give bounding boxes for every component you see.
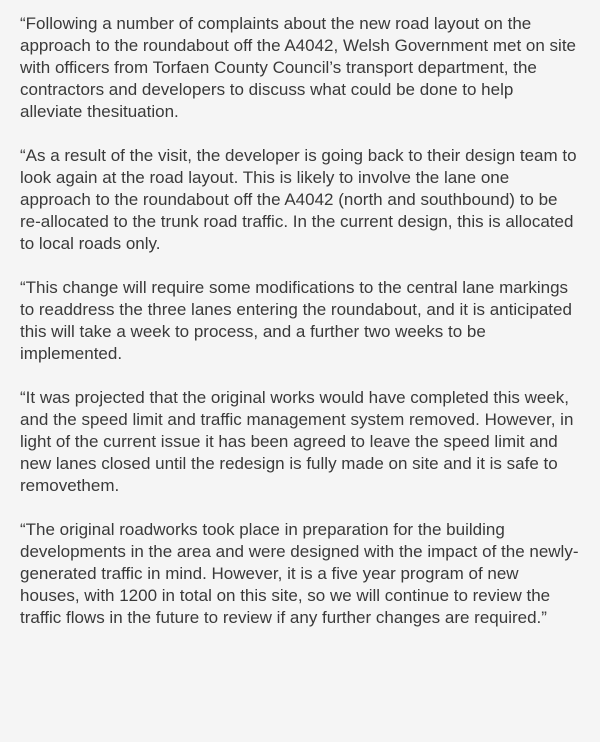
article-paragraph: “As a result of the visit, the developer is going back to their design team to look again at the road layout. This is likely to involve the lane one approach to the roundabout off the A4042 (north and southbound) to be re-allocated to the trunk road traffic. In the current design, this is allocated to local roads only. <box>20 146 577 253</box>
article-paragraph: “Following a number of complaints about the new road layout on the approach to the roundabout off the A4042, Welsh Government met on site with officers from Torfaen County Council’s transport department, the contractors and developers to discuss what could be done to help alleviate thesituation. <box>20 14 577 121</box>
article-paragraph: “It was projected that the original works would have completed this week, and the speed limit and traffic management system removed. However, in light of the current issue it has been agreed to leave the speed limit and new lanes closed until the redesign is fully made on site and it is safe to removethem. <box>20 388 574 495</box>
article-paragraph: “This change will require some modifications to the central lane markings to readdress the three lanes entering the roundabout, and it is anticipated this will take a week to process, and a further two weeks to be implemented. <box>20 278 572 363</box>
article-paragraph: “The original roadworks took place in preparation for the building developments in the area and were designed with the impact of the newly-generated traffic in mind. However, it is a five year program of new houses, with 1200 in total on this site, so we will continue to review the traffic flows in the future to review if any further changes are required.” <box>20 520 579 627</box>
